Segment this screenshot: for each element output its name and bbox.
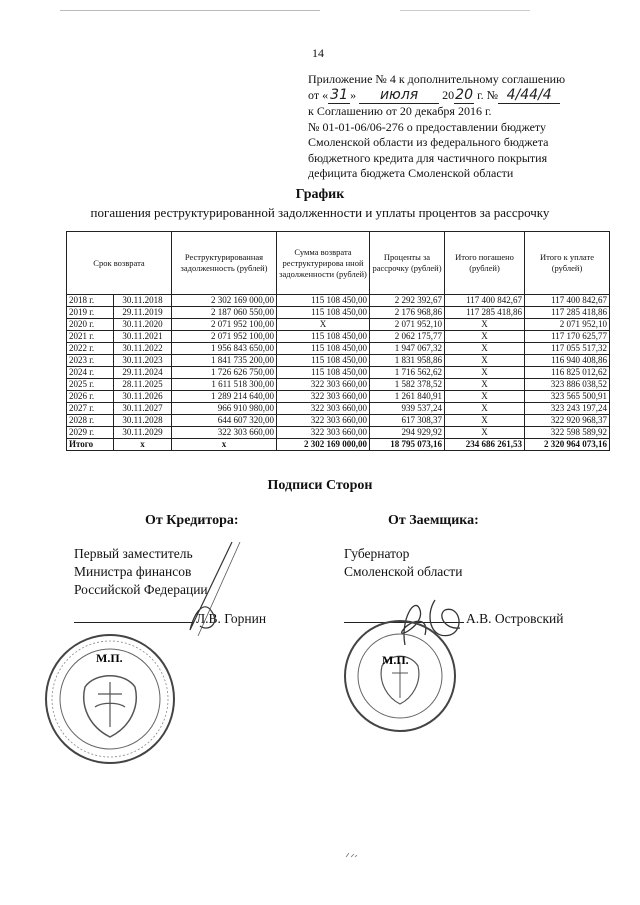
table-cell: 322 303 660,00 bbox=[277, 427, 370, 439]
total-cell: x bbox=[114, 439, 172, 451]
total-cell: 2 320 964 073,16 bbox=[525, 439, 610, 451]
table-cell: 644 607 320,00 bbox=[172, 415, 277, 427]
table-cell: 30.11.2029 bbox=[114, 427, 172, 439]
table-cell: 2 071 952,10 bbox=[525, 319, 610, 331]
table-cell: 30.11.2026 bbox=[114, 391, 172, 403]
table-cell: X bbox=[277, 319, 370, 331]
table-cell: X bbox=[445, 427, 525, 439]
table-cell: 117 170 625,77 bbox=[525, 331, 610, 343]
repayment-schedule-table bbox=[66, 231, 610, 451]
appendix-block bbox=[308, 72, 608, 182]
table-cell: 2 176 968,86 bbox=[370, 307, 445, 319]
table-cell: 115 108 450,00 bbox=[277, 295, 370, 307]
signatures-title: Подписи Сторон bbox=[267, 478, 373, 493]
table-cell: 30.11.2021 bbox=[114, 331, 172, 343]
page-number: 14 bbox=[312, 46, 324, 60]
table-row bbox=[67, 427, 610, 439]
appendix-line4: № 01-01-06/06-276 о предоставлении бюджету bbox=[308, 119, 547, 134]
scan-mark bbox=[345, 851, 359, 859]
table-cell: 116 825 012,62 bbox=[525, 367, 610, 379]
total-cell: 2 302 169 000,00 bbox=[277, 439, 370, 451]
table-cell: 2 062 175,77 bbox=[370, 331, 445, 343]
table-cell: 29.11.2019 bbox=[114, 307, 172, 319]
table-cell: 2 302 169 000,00 bbox=[172, 295, 277, 307]
table-cell: 1 841 735 200,00 bbox=[172, 355, 277, 367]
table-cell: 1 582 378,52 bbox=[370, 379, 445, 391]
table-cell: 2029 г. bbox=[67, 427, 114, 439]
table-cell: X bbox=[445, 343, 525, 355]
table-cell: 28.11.2025 bbox=[114, 379, 172, 391]
table-row bbox=[67, 343, 610, 355]
table-cell: 2018 г. bbox=[67, 295, 114, 307]
table-cell: 115 108 450,00 bbox=[277, 331, 370, 343]
table-cell: 322 598 589,92 bbox=[525, 427, 610, 439]
header-term: Срок возврата bbox=[67, 232, 172, 295]
table-cell: 117 400 842,67 bbox=[445, 295, 525, 307]
table-cell: 2026 г. bbox=[67, 391, 114, 403]
table-cell: 2028 г. bbox=[67, 415, 114, 427]
total-cell: 18 795 073,16 bbox=[370, 439, 445, 451]
table-cell: 30.11.2027 bbox=[114, 403, 172, 415]
handwritten-month: июля bbox=[359, 88, 439, 105]
header-total-repaid: Итого погашено (рублей) bbox=[445, 232, 525, 295]
scan-artifact-line bbox=[400, 10, 530, 11]
table-cell: X bbox=[445, 367, 525, 379]
table-cell: 322 303 660,00 bbox=[277, 379, 370, 391]
table-cell: X bbox=[445, 331, 525, 343]
creditor-mp: М.П. bbox=[96, 651, 123, 665]
table-row bbox=[67, 415, 610, 427]
appendix-line5: Смоленской области из федерального бюджета bbox=[308, 135, 549, 149]
schedule-title: График bbox=[295, 187, 345, 202]
table-cell: X bbox=[445, 415, 525, 427]
table-cell: 322 303 660,00 bbox=[172, 427, 277, 439]
table-cell: 115 108 450,00 bbox=[277, 343, 370, 355]
table-cell: 117 285 418,86 bbox=[445, 307, 525, 319]
table-cell: 117 055 517,32 bbox=[525, 343, 610, 355]
table-cell: 1 289 214 640,00 bbox=[172, 391, 277, 403]
appendix-line1: Приложение № 4 к дополнительному соглашению bbox=[308, 72, 566, 86]
scan-artifact-line bbox=[60, 10, 320, 11]
table-cell: 322 303 660,00 bbox=[277, 403, 370, 415]
creditor-name: Л.В. Горнин bbox=[196, 611, 267, 626]
creditor-position: Первый заместитель Министра финансов Российской Федерации bbox=[74, 546, 208, 597]
appendix-line7: дефицита бюджета Смоленской области bbox=[308, 166, 514, 180]
table-cell: 2025 г. bbox=[67, 379, 114, 391]
table-row bbox=[67, 403, 610, 415]
header-total-payable: Итого к уплате (рублей) bbox=[525, 232, 610, 295]
table-cell: 322 920 968,37 bbox=[525, 415, 610, 427]
table-cell: X bbox=[445, 379, 525, 391]
appendix-line2: от « 31 » июля 2020 г. № 4/44/4 bbox=[308, 88, 608, 105]
appendix-line3: к Соглашению от 20 декабря 2016 г. bbox=[308, 104, 492, 118]
table-row bbox=[67, 319, 610, 331]
table-cell: 1 947 067,32 bbox=[370, 343, 445, 355]
table-cell: 2020 г. bbox=[67, 319, 114, 331]
table-cell: 115 108 450,00 bbox=[277, 355, 370, 367]
table-total-row bbox=[67, 439, 610, 451]
table-cell: 30.11.2022 bbox=[114, 343, 172, 355]
table-header-row bbox=[67, 232, 610, 295]
table-cell: 2 292 392,67 bbox=[370, 295, 445, 307]
appendix-line6: бюджетного кредита для частичного покрытия bbox=[308, 150, 548, 165]
table-cell: 2 071 952,10 bbox=[370, 319, 445, 331]
table-cell: 322 303 660,00 bbox=[277, 391, 370, 403]
total-cell: x bbox=[172, 439, 277, 451]
table-row bbox=[67, 355, 610, 367]
table-row bbox=[67, 307, 610, 319]
handwritten-year: 20 bbox=[455, 86, 473, 103]
table-row bbox=[67, 331, 610, 343]
table-row bbox=[67, 295, 610, 307]
table-row bbox=[67, 367, 610, 379]
table-cell: 2019 г. bbox=[67, 307, 114, 319]
table-cell: 1 831 958,86 bbox=[370, 355, 445, 367]
table-cell: 1 611 518 300,00 bbox=[172, 379, 277, 391]
table-cell: X bbox=[445, 403, 525, 415]
table-cell: 323 565 500,91 bbox=[525, 391, 610, 403]
borrower-heading: От Заемщика: bbox=[388, 513, 479, 528]
table-cell: 323 886 038,52 bbox=[525, 379, 610, 391]
table-cell: 115 108 450,00 bbox=[277, 367, 370, 379]
table-row bbox=[67, 379, 610, 391]
table-cell: 117 285 418,86 bbox=[525, 307, 610, 319]
table-cell: 1 716 562,62 bbox=[370, 367, 445, 379]
table-row bbox=[67, 391, 610, 403]
table-cell: X bbox=[445, 319, 525, 331]
total-cell: 234 686 261,53 bbox=[445, 439, 525, 451]
table-cell: 2027 г. bbox=[67, 403, 114, 415]
creditor-signature bbox=[150, 540, 260, 640]
table-cell: 2023 г. bbox=[67, 355, 114, 367]
table-cell: 116 940 408,86 bbox=[525, 355, 610, 367]
header-restructured-debt: Реструктурированная задолженность (рублей) bbox=[172, 232, 277, 295]
handwritten-day: 31 bbox=[328, 88, 350, 105]
table-cell: 2022 г. bbox=[67, 343, 114, 355]
header-interest: Проценты за рассрочку (рублей) bbox=[370, 232, 445, 295]
schedule-subtitle: погашения реструктурированной задолженности и уплаты процентов за рассрочку bbox=[90, 205, 550, 220]
table-cell: 30.11.2023 bbox=[114, 355, 172, 367]
table-cell: 939 537,24 bbox=[370, 403, 445, 415]
header-repayment-amount: Сумма возврата реструктурирова нной задолженности (рублей) bbox=[277, 232, 370, 295]
table-cell: 30.11.2018 bbox=[114, 295, 172, 307]
creditor-heading: От Кредитора: bbox=[145, 513, 239, 528]
table-cell: 115 108 450,00 bbox=[277, 307, 370, 319]
borrower-seal bbox=[340, 618, 460, 736]
table-cell: 294 929,92 bbox=[370, 427, 445, 439]
table-cell: 323 243 197,24 bbox=[525, 403, 610, 415]
table-cell: X bbox=[445, 355, 525, 367]
table-cell: 1 726 626 750,00 bbox=[172, 367, 277, 379]
table-cell: 2 071 952 100,00 bbox=[172, 319, 277, 331]
table-cell: 2 187 060 550,00 bbox=[172, 307, 277, 319]
table-cell: 966 910 980,00 bbox=[172, 403, 277, 415]
table-cell: 2021 г. bbox=[67, 331, 114, 343]
table-cell: 2024 г. bbox=[67, 367, 114, 379]
borrower-name: А.В. Островский bbox=[466, 611, 564, 626]
table-cell: 617 308,37 bbox=[370, 415, 445, 427]
table-cell: 2 071 952 100,00 bbox=[172, 331, 277, 343]
table-cell: 1 956 843 650,00 bbox=[172, 343, 277, 355]
table-cell: X bbox=[445, 391, 525, 403]
table-cell: 117 400 842,67 bbox=[525, 295, 610, 307]
handwritten-number: 4/44/4 bbox=[498, 88, 560, 105]
borrower-position: Губернатор Смоленской области bbox=[344, 546, 463, 579]
table-cell: 30.11.2028 bbox=[114, 415, 172, 427]
table-cell: 1 261 840,91 bbox=[370, 391, 445, 403]
table-cell: 30.11.2020 bbox=[114, 319, 172, 331]
table-cell: 322 303 660,00 bbox=[277, 415, 370, 427]
creditor-seal bbox=[40, 632, 180, 767]
borrower-mp: М.П. bbox=[382, 653, 409, 667]
total-label: Итого bbox=[67, 439, 114, 451]
table-cell: 29.11.2024 bbox=[114, 367, 172, 379]
